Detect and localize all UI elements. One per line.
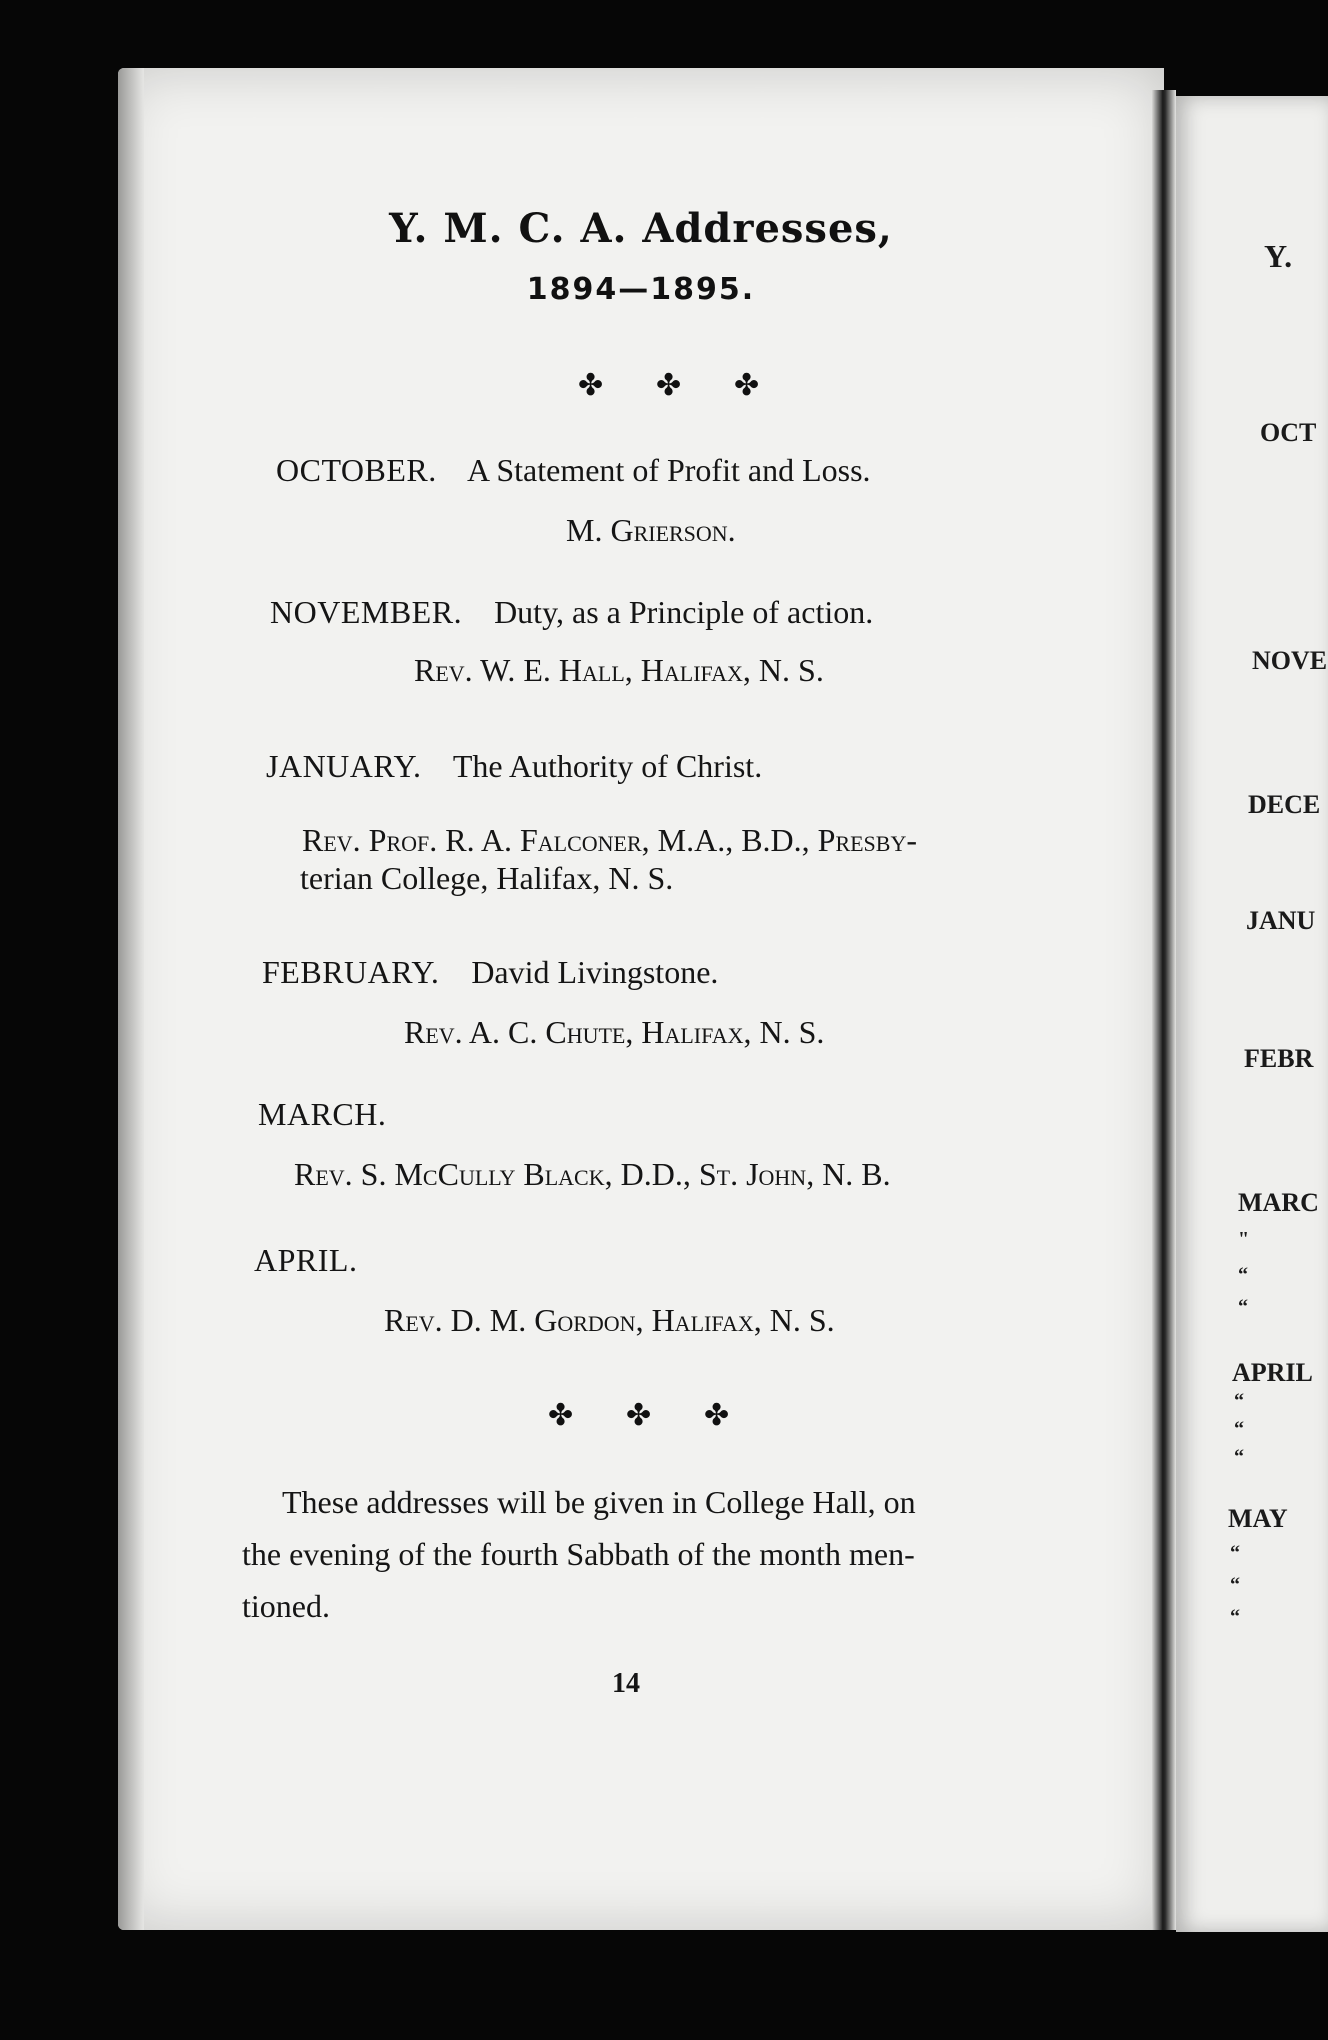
document-years: 1894—1895. xyxy=(526,272,756,307)
right-page-month: APRIL xyxy=(1232,1358,1313,1387)
right-page-month: DECE xyxy=(1248,790,1321,819)
closing-note xyxy=(242,1476,1042,1632)
ornament-icon: ✤ xyxy=(626,1398,652,1433)
entry-topic: Duty, as a Principle of action. xyxy=(494,594,874,630)
ditto-mark: “ xyxy=(1230,1574,1240,1596)
right-page xyxy=(1176,96,1328,1932)
note-line: tioned. xyxy=(242,1588,330,1624)
entry-month: APRIL. xyxy=(254,1242,358,1278)
entry-month: NOVEMBER. xyxy=(270,594,463,630)
document-title: Y. M. C. A. Addresses, xyxy=(389,205,893,252)
entry-month: MARCH. xyxy=(258,1096,387,1132)
entry-speaker-continuation: terian College, Halifax, N. S. xyxy=(300,860,674,896)
right-page-month: FEBR xyxy=(1244,1044,1314,1073)
right-page-title-fragment: Y. xyxy=(1264,238,1293,274)
ditto-mark: “ xyxy=(1238,1296,1248,1318)
ornament-icon: ✤ xyxy=(578,368,604,403)
entry-month: OCTOBER. xyxy=(276,452,437,488)
entry-month: FEBRUARY. xyxy=(262,954,440,990)
entry-speaker: Rev. S. McCully Black, D.D., St. John, N. B. xyxy=(294,1156,891,1192)
note-line: These addresses will be given in College Hall, on xyxy=(282,1484,916,1520)
page-number: 14 xyxy=(612,1668,640,1699)
entry-topic: The Authority of Christ. xyxy=(452,748,763,784)
entry-speaker: Rev. Prof. R. A. Falconer, M.A., B.D., Presby- xyxy=(302,822,918,858)
book-spine xyxy=(1152,90,1176,1930)
ornament-icon: ✤ xyxy=(734,368,760,403)
right-page-month: MARC xyxy=(1238,1188,1319,1217)
ditto-mark: “ xyxy=(1238,1264,1248,1286)
right-page-month: MAY xyxy=(1228,1504,1288,1533)
left-page xyxy=(118,68,1164,1930)
ditto-mark: “ xyxy=(1234,1418,1244,1440)
entry-april xyxy=(254,1242,381,1279)
entry-speaker: Rev. W. E. Hall, Halifax, N. S. xyxy=(414,652,824,688)
entry-speaker: M. Grierson. xyxy=(566,512,736,548)
ornament-icon: ✤ xyxy=(548,1398,574,1433)
entry-month: JANUARY. xyxy=(266,748,422,784)
entry-topic: David Livingstone. xyxy=(471,954,719,990)
entry-february xyxy=(262,954,718,991)
ditto-mark: “ xyxy=(1234,1390,1244,1412)
right-page-month: NOVE xyxy=(1252,646,1328,675)
ornament-icon: ✤ xyxy=(704,1398,730,1433)
ornament-icon: ✤ xyxy=(656,368,682,403)
entry-october xyxy=(276,452,871,489)
entry-speaker: Rev. A. C. Chute, Halifax, N. S. xyxy=(404,1014,825,1050)
ditto-mark: “ xyxy=(1234,1446,1244,1468)
entry-march xyxy=(258,1096,410,1133)
entry-january xyxy=(266,748,762,785)
note-line: the evening of the fourth Sabbath of the month men- xyxy=(242,1536,915,1572)
right-page-month: JANU xyxy=(1246,906,1316,935)
right-page-month: OCT xyxy=(1260,418,1317,447)
ditto-mark: “ xyxy=(1230,1606,1240,1628)
entry-topic: A Statement of Profit and Loss. xyxy=(467,452,871,488)
entry-november xyxy=(270,594,873,631)
entry-speaker: Rev. D. M. Gordon, Halifax, N. S. xyxy=(384,1302,835,1338)
ditto-mark: " xyxy=(1238,1228,1250,1250)
ditto-mark: “ xyxy=(1230,1542,1240,1564)
